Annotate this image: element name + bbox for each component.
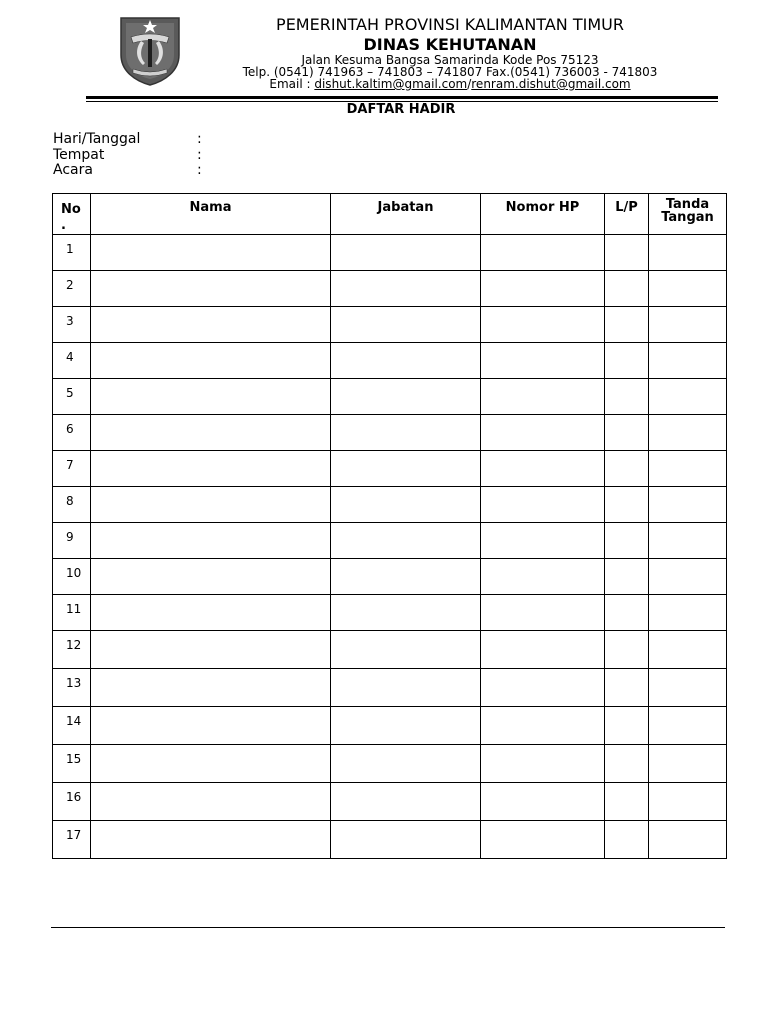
phone-fax: Telp. (0541) 741963 – 741803 – 741807 Fax.(0541) 736003 - 741803 [242,65,658,79]
department-name: DINAS KEHUTANAN [363,35,537,54]
table-row [53,707,727,745]
cell-tanda-tangan[interactable] [649,451,727,487]
column-header-tanda-tangan [649,194,727,235]
cell-jabatan[interactable] [331,745,481,783]
cell-jabatan[interactable] [331,415,481,451]
cell-jabatan[interactable] [331,235,481,271]
email-link-secondary[interactable]: renram.dishut@gmail.com [471,77,631,91]
table-row [53,783,727,821]
table-row [53,271,727,307]
cell-jabatan[interactable] [331,631,481,669]
cell-nama[interactable] [91,343,331,379]
cell-nomor-hp[interactable] [481,631,605,669]
cell-jabatan[interactable] [331,523,481,559]
header-divider-thick [86,96,718,99]
cell-no: 15 [53,745,91,783]
cell-nomor-hp[interactable] [481,307,605,343]
table-row [53,595,727,631]
cell-nomor-hp[interactable] [481,559,605,595]
cell-lp[interactable] [605,379,649,415]
cell-lp[interactable] [605,559,649,595]
cell-nama[interactable] [91,783,331,821]
cell-nama[interactable] [91,523,331,559]
table-header-row [53,194,727,235]
table-row [53,821,727,859]
cell-nama[interactable] [91,379,331,415]
office-address: Jalan Kesuma Bangsa Samarinda Kode Pos 75123 [301,53,599,67]
column-header-no [53,194,91,235]
column-header-nama: Nama [91,194,331,235]
cell-lp[interactable] [605,307,649,343]
government-name: PEMERINTAH PROVINSI KALIMANTAN TIMUR [276,15,624,34]
cell-jabatan[interactable] [331,451,481,487]
cell-jabatan[interactable] [331,559,481,595]
column-header-nomor-hp: Nomor HP [481,194,605,235]
document-title: DAFTAR HADIR [346,102,456,117]
cell-no: 16 [53,783,91,821]
cell-no: 7 [53,451,91,487]
cell-tanda-tangan[interactable] [649,487,727,523]
attendance-table [52,193,727,859]
cell-lp[interactable] [605,523,649,559]
field-colon: : [197,131,202,147]
cell-no: 13 [53,669,91,707]
cell-tanda-tangan[interactable] [649,307,727,343]
cell-jabatan[interactable] [331,487,481,523]
table-row [53,631,727,669]
cell-no: 10 [53,559,91,595]
field-colon: : [197,162,202,178]
email-label: Email : [269,77,315,91]
cell-nomor-hp[interactable] [481,745,605,783]
field-label: Tempat [53,146,105,163]
cell-jabatan[interactable] [331,379,481,415]
cell-no: 2 [53,271,91,307]
cell-tanda-tangan[interactable] [649,707,727,745]
cell-nomor-hp[interactable] [481,783,605,821]
cell-tanda-tangan[interactable] [649,783,727,821]
cell-nomor-hp[interactable] [481,821,605,859]
cell-nomor-hp[interactable] [481,415,605,451]
cell-nomor-hp[interactable] [481,523,605,559]
cell-tanda-tangan[interactable] [649,415,727,451]
cell-lp[interactable] [605,631,649,669]
cell-nama[interactable] [91,821,331,859]
cell-jabatan[interactable] [331,669,481,707]
cell-lp[interactable] [605,707,649,745]
cell-lp[interactable] [605,451,649,487]
table-row [53,487,727,523]
cell-tanda-tangan[interactable] [649,669,727,707]
cell-lp[interactable] [605,487,649,523]
cell-jabatan[interactable] [331,307,481,343]
table-row [53,451,727,487]
table-row [53,235,727,271]
field-event [53,163,202,179]
tanda-header-line2: Tangan [661,210,714,225]
cell-jabatan[interactable] [331,821,481,859]
cell-nama[interactable] [91,487,331,523]
cell-lp[interactable] [605,235,649,271]
cell-tanda-tangan[interactable] [649,343,727,379]
cell-jabatan[interactable] [331,783,481,821]
cell-jabatan[interactable] [331,707,481,745]
cell-nama[interactable] [91,595,331,631]
cell-no: 8 [53,487,91,523]
cell-tanda-tangan[interactable] [649,631,727,669]
cell-no: 5 [53,379,91,415]
table-row [53,523,727,559]
cell-lp[interactable] [605,415,649,451]
cell-nama[interactable] [91,271,331,307]
table-row [53,343,727,379]
cell-no: 14 [53,707,91,745]
cell-lp[interactable] [605,595,649,631]
email-separator: / [467,77,472,91]
table-row [53,745,727,783]
cell-tanda-tangan[interactable] [649,821,727,859]
table-row [53,307,727,343]
cell-no: 6 [53,415,91,451]
cell-lp[interactable] [605,271,649,307]
cell-tanda-tangan[interactable] [649,379,727,415]
cell-nama[interactable] [91,745,331,783]
cell-nomor-hp[interactable] [481,487,605,523]
cell-nomor-hp[interactable] [481,343,605,379]
table-row [53,379,727,415]
cell-nomor-hp[interactable] [481,379,605,415]
column-header-jabatan: Jabatan [331,194,481,235]
email-link-primary[interactable]: dishut.kaltim@gmail.com [314,77,468,91]
cell-nomor-hp[interactable] [481,451,605,487]
tanda-header-line1: Tanda [665,197,710,212]
cell-lp[interactable] [605,343,649,379]
cell-nomor-hp[interactable] [481,669,605,707]
cell-lp[interactable] [605,783,649,821]
cell-no: 9 [53,523,91,559]
cell-nama[interactable] [91,559,331,595]
cell-no: 11 [53,595,91,631]
table-row [53,415,727,451]
no-header-line2: . [61,218,66,233]
cell-nama[interactable] [91,307,331,343]
cell-nama[interactable] [91,415,331,451]
cell-nama[interactable] [91,707,331,745]
cell-tanda-tangan[interactable] [649,523,727,559]
cell-no: 17 [53,821,91,859]
footer-line [51,927,725,928]
cell-jabatan[interactable] [331,343,481,379]
cell-jabatan[interactable] [331,595,481,631]
no-header-line1: No [61,202,81,217]
cell-no: 12 [53,631,91,669]
cell-nomor-hp[interactable] [481,595,605,631]
cell-nomor-hp[interactable] [481,235,605,271]
cell-lp[interactable] [605,745,649,783]
column-header-lp: L/P [605,194,649,235]
cell-nama[interactable] [91,235,331,271]
cell-lp[interactable] [605,821,649,859]
field-place [53,148,202,164]
cell-nomor-hp[interactable] [481,271,605,307]
attendance-rows [53,235,727,859]
cell-nama[interactable] [91,451,331,487]
cell-nama[interactable] [91,631,331,669]
field-label: Hari/Tanggal [53,131,141,147]
cell-no: 3 [53,307,91,343]
cell-tanda-tangan[interactable] [649,559,727,595]
cell-tanda-tangan[interactable] [649,595,727,631]
meeting-info [53,132,202,179]
cell-tanda-tangan[interactable] [649,235,727,271]
cell-nomor-hp[interactable] [481,707,605,745]
table-row [53,669,727,707]
cell-no: 4 [53,343,91,379]
field-date [53,132,202,148]
table-row [53,559,727,595]
cell-jabatan[interactable] [331,271,481,307]
email-line [0,77,768,91]
cell-nama[interactable] [91,669,331,707]
field-label: Acara [53,162,93,178]
cell-tanda-tangan[interactable] [649,745,727,783]
cell-tanda-tangan[interactable] [649,271,727,307]
cell-lp[interactable] [605,669,649,707]
cell-no: 1 [53,235,91,271]
field-colon: : [197,146,202,163]
